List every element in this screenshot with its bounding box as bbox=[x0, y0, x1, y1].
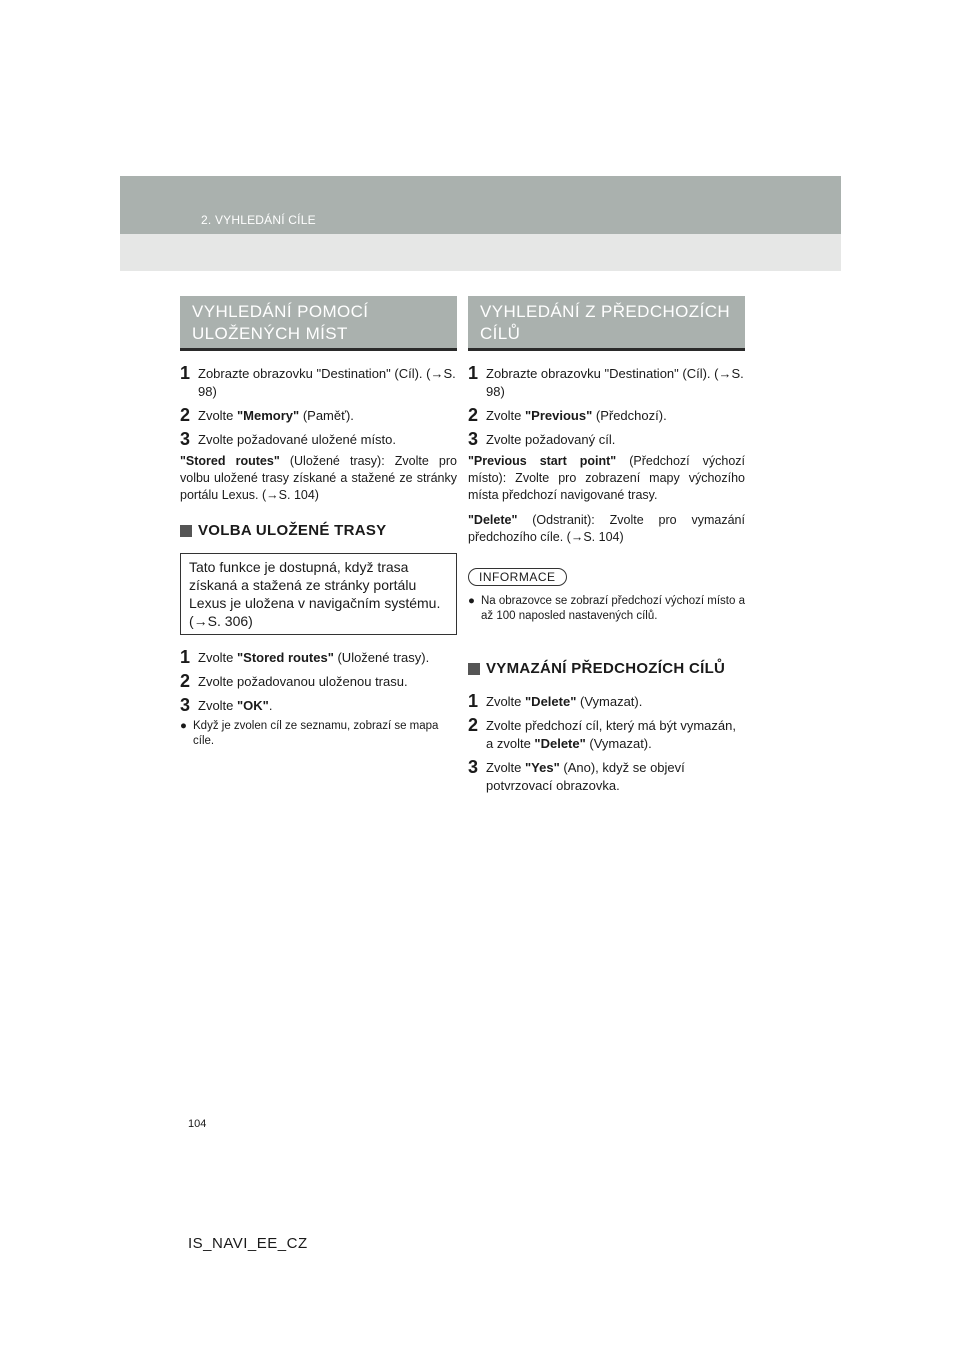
info-tag: INFORMACE bbox=[468, 568, 567, 586]
step-item bbox=[180, 695, 457, 715]
bullet-item bbox=[180, 719, 457, 749]
step-text-pre: Zvolte bbox=[198, 698, 238, 713]
bullet-text: Na obrazovce se zobrazí předchozí výchozí místo a až 100 naposled nastavených cílů. bbox=[481, 595, 745, 622]
step-option: "OK" bbox=[237, 698, 269, 713]
delete-paragraph bbox=[468, 512, 745, 546]
step-number: 1 bbox=[468, 363, 479, 383]
square-bullet-icon bbox=[468, 663, 480, 675]
subsection-heading bbox=[180, 522, 457, 539]
step-number: 2 bbox=[468, 405, 479, 425]
step-text-post: . bbox=[268, 698, 273, 713]
step-list bbox=[180, 363, 457, 449]
left-column bbox=[180, 296, 457, 749]
step-text: Zvolte požadovanou uloženou trasu. bbox=[198, 674, 408, 689]
step-number: 2 bbox=[180, 671, 191, 691]
step-number: 2 bbox=[180, 405, 191, 425]
step-option: "Yes" bbox=[525, 760, 560, 775]
subsection-heading-text: VYMAZÁNÍ PŘEDCHOZÍCH CÍLŮ bbox=[486, 660, 726, 677]
step-text-pre: Zvolte bbox=[198, 408, 238, 423]
step-option: "Delete" bbox=[534, 736, 586, 751]
step-number: 1 bbox=[180, 363, 191, 383]
step-text-pre: Zvolte bbox=[486, 694, 526, 709]
option-label: "Stored routes" bbox=[180, 454, 280, 468]
step-item bbox=[468, 691, 745, 711]
step-option: "Memory" bbox=[237, 408, 300, 423]
step-text bbox=[486, 405, 745, 425]
step-text-post: (Vymazat). bbox=[576, 694, 643, 709]
step-number: 3 bbox=[180, 695, 191, 715]
step-text-pre: Zvolte bbox=[198, 650, 238, 665]
step-text-post: (Předchozí). bbox=[592, 408, 667, 423]
step-item bbox=[468, 405, 745, 425]
page-number: 104 bbox=[188, 1118, 207, 1130]
step-text: Zvolte požadované uložené místo. bbox=[198, 432, 397, 447]
step-option: "Previous" bbox=[525, 408, 593, 423]
option-description: (Uložené trasy): Zvolte pro volbu uložené trasy získané a stažené ze stránky portálu Lexus. (→S. 104) bbox=[180, 454, 457, 502]
step-text-pre: Zvolte bbox=[486, 408, 526, 423]
bullet-dot-icon: ● bbox=[468, 595, 475, 607]
step-item bbox=[180, 405, 457, 425]
step-number: 3 bbox=[468, 429, 479, 449]
step-text bbox=[486, 715, 745, 753]
section-title: VYHLEDÁNÍ Z PŘEDCHOZÍCH CÍLŮ bbox=[468, 296, 745, 351]
option-label: "Delete" bbox=[468, 513, 518, 527]
square-bullet-icon bbox=[180, 525, 192, 537]
step-item bbox=[180, 363, 457, 401]
step-text bbox=[198, 695, 457, 715]
step-item bbox=[180, 671, 457, 691]
step-text: Zobrazte obrazovku "Destination" (Cíl). (→S. 98) bbox=[486, 366, 744, 399]
step-item bbox=[468, 363, 745, 401]
step-text bbox=[486, 691, 745, 711]
step-item bbox=[468, 757, 745, 795]
step-number: 1 bbox=[468, 691, 479, 711]
step-text: Zobrazte obrazovku "Destination" (Cíl). (→S. 98) bbox=[198, 366, 456, 399]
step-number: 3 bbox=[180, 429, 191, 449]
step-option: "Stored routes" bbox=[237, 650, 334, 665]
step-text-pre: Zvolte bbox=[486, 760, 526, 775]
step-item bbox=[180, 647, 457, 667]
step-text bbox=[486, 757, 745, 795]
step-list bbox=[468, 691, 745, 795]
header-bar bbox=[120, 176, 841, 234]
option-description: (Předchozí výchozí místo): Zvolte pro zobrazení mapy výchozího místa předchozí navigované trasy. bbox=[468, 454, 745, 502]
bullet-text: Když je zvolen cíl ze seznamu, zobrazí se mapa cíle. bbox=[193, 720, 439, 747]
subsection-heading bbox=[468, 660, 745, 677]
step-item bbox=[180, 429, 457, 449]
step-text bbox=[198, 647, 457, 667]
step-list bbox=[468, 363, 745, 449]
step-text-pre: Zvolte předchozí cíl, který má být vymazán, a zvolte bbox=[486, 718, 736, 751]
option-label: "Previous start point" bbox=[468, 454, 617, 468]
document-code: IS_NAVI_EE_CZ bbox=[188, 1235, 308, 1252]
step-text-post: (Uložené trasy). bbox=[333, 650, 430, 665]
right-column bbox=[468, 296, 745, 799]
note-box: Tato funkce je dostupná, když trasa získaná a stažená ze stránky portálu Lexus je uložena v navigačním systému. (→S. 306) bbox=[180, 553, 457, 635]
header-band bbox=[120, 176, 841, 271]
previous-start-paragraph bbox=[468, 453, 745, 504]
step-number: 3 bbox=[468, 757, 479, 777]
subsection-heading-text: VOLBA ULOŽENÉ TRASY bbox=[198, 522, 387, 539]
step-item bbox=[468, 429, 745, 449]
step-option: "Delete" bbox=[525, 694, 577, 709]
step-text-post: (Paměť). bbox=[299, 408, 354, 423]
stored-routes-paragraph bbox=[180, 453, 457, 504]
section-label: 2. VYHLEDÁNÍ CÍLE bbox=[201, 213, 316, 227]
step-text-post: (Vymazat). bbox=[585, 736, 652, 751]
section-title: VYHLEDÁNÍ POMOCÍ ULOŽENÝCH MÍST bbox=[180, 296, 457, 351]
step-item bbox=[468, 715, 745, 753]
step-text: Zvolte požadovaný cíl. bbox=[486, 432, 616, 447]
step-text bbox=[198, 405, 457, 425]
step-text-post: (Ano), když se objeví potvrzovací obrazovka. bbox=[486, 760, 685, 793]
bullet-item bbox=[468, 594, 745, 624]
step-number: 1 bbox=[180, 647, 191, 667]
step-number: 2 bbox=[468, 715, 479, 735]
option-description: (Odstranit): Zvolte pro vymazání předchozího cíle. (→S. 104) bbox=[468, 513, 745, 544]
step-list bbox=[180, 647, 457, 715]
bullet-dot-icon: ● bbox=[180, 720, 187, 732]
